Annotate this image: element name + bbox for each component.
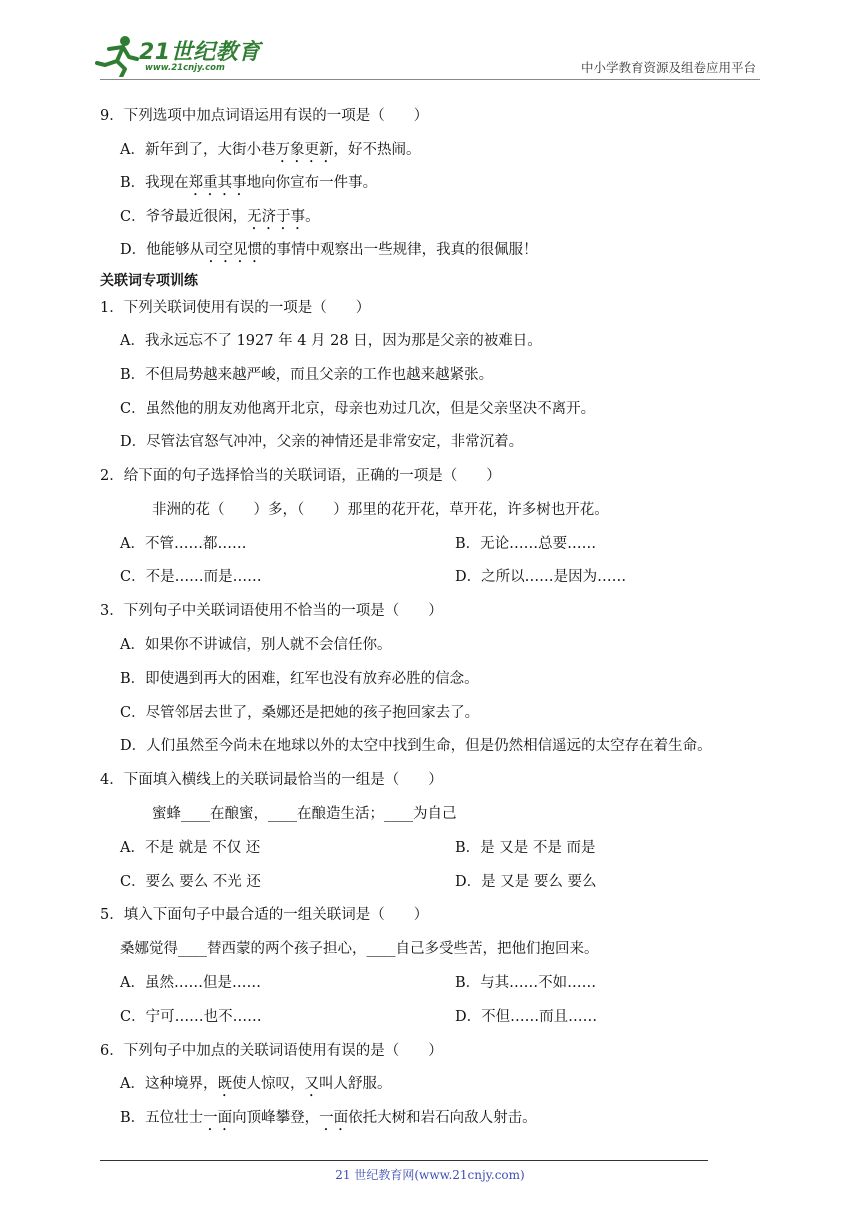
q4-option-d: D．是 又是 要么 要么 bbox=[455, 874, 597, 890]
q5-option-c: C．宁可……也不…… bbox=[120, 1009, 262, 1025]
q3-option-d: D．人们虽然至今尚未在地球以外的太空中找到生命，但是仍然相信遥远的太空存在着生命。 bbox=[120, 738, 712, 754]
q1-option-a: A．我永远忘不了 1927 年 4 月 28 日，因为那是父亲的被难日。 bbox=[120, 333, 542, 349]
q6-option-a: A．这种境界，既使人惊叹，又叫人舒服。 bbox=[120, 1076, 392, 1092]
q9-stem: 9．下列选项中加点词语运用有误的一项是（ ） bbox=[100, 108, 429, 124]
q5-option-a: A．虽然……但是…… bbox=[120, 975, 261, 991]
q6-emphasis-a2: 又 bbox=[304, 1076, 319, 1092]
q6-stem: 6．下列句子中加点的关联词语使用有误的是（ ） bbox=[100, 1043, 443, 1059]
q3-option-b: B．即使遇到再大的困难，红军也没有放弃必胜的信念。 bbox=[120, 671, 479, 687]
q5-sentence: 桑娜觉得____替西蒙的两个孩子担心，____自己多受些苦，把他们抱回来。 bbox=[120, 941, 599, 957]
q9-option-a: A．新年到了，大街小巷万象更新，好不热闹。 bbox=[120, 142, 421, 158]
q9-emphasis-a: 万象更新 bbox=[275, 142, 334, 158]
q9-option-b: B．我现在郑重其事地向你宣布一件事。 bbox=[120, 175, 378, 191]
q2-stem: 2．给下面的句子选择恰当的关联词语，正确的一项是（ ） bbox=[100, 468, 501, 484]
q4-option-a: A．不是 就是 不仅 还 bbox=[120, 840, 261, 856]
q1-option-b: B．不但局势越来越严峻，而且父亲的工作也越来越紧张。 bbox=[120, 367, 494, 383]
q5-option-d: D．不但……而且…… bbox=[455, 1009, 598, 1025]
q3-option-a: A．如果你不讲诚信，别人就不会信任你。 bbox=[120, 637, 392, 653]
logo-text: 21世纪教育 bbox=[139, 40, 261, 65]
q5-option-b: B．与其……不如…… bbox=[455, 975, 597, 991]
q2-sentence: 非洲的花（ ）多，（ ）那里的花开花，草开花，许多树也开花。 bbox=[152, 502, 609, 518]
q5-stem: 5．填入下面句子中最合适的一组关联词是（ ） bbox=[100, 907, 429, 923]
q1-stem: 1．下列关联词使用有误的一项是（ ） bbox=[100, 300, 371, 316]
q2-option-a: A．不管……都…… bbox=[120, 536, 247, 552]
q2-option-c: C．不是……而是…… bbox=[120, 569, 262, 585]
logo-url: www.21cnjy.com bbox=[145, 63, 225, 73]
q6-emphasis-b2: 一面 bbox=[319, 1110, 349, 1126]
q4-option-b: B．是 又是 不是 而是 bbox=[455, 840, 596, 856]
q2-option-b: B．无论……总要…… bbox=[455, 536, 597, 552]
section-title: 关联词专项训练 bbox=[100, 273, 198, 289]
q3-option-c: C．尽管邻居去世了，桑娜还是把她的孩子抱回家去了。 bbox=[120, 705, 480, 721]
site-tagline: 中小学教育资源及组卷应用平台 bbox=[580, 60, 756, 75]
runner-logo-icon bbox=[95, 33, 139, 77]
q6-emphasis-b1: 一面 bbox=[203, 1110, 233, 1126]
q9-emphasis-c: 无济于事 bbox=[247, 209, 306, 225]
q9-option-c: C．爷爷最近很闲，无济于事。 bbox=[120, 209, 320, 225]
header-divider bbox=[100, 79, 760, 80]
q6-option-b: B．五位壮士一面向顶峰攀登，一面依托大树和岩石向敌人射击。 bbox=[120, 1110, 537, 1126]
q1-option-d: D．尽管法官怒气冲冲，父亲的神情还是非常安定，非常沉着。 bbox=[120, 434, 524, 450]
q4-stem: 4．下面填入横线上的关联词最恰当的一组是（ ） bbox=[100, 772, 443, 788]
q6-emphasis-a1: 既 bbox=[217, 1076, 232, 1092]
q1-option-c: C．虽然他的朋友劝他离开北京，母亲也劝过几次，但是父亲坚决不离开。 bbox=[120, 401, 596, 417]
footer-divider bbox=[100, 1160, 708, 1161]
q4-option-c: C．要么 要么 不光 还 bbox=[120, 874, 261, 890]
site-logo[interactable] bbox=[95, 33, 265, 78]
q3-stem: 3．下列句子中关联词语使用不恰当的一项是（ ） bbox=[100, 603, 443, 619]
page-header bbox=[0, 0, 860, 85]
footer-link[interactable]: 21 世纪教育网(www.21cnjy.com) bbox=[335, 1168, 525, 1182]
q9-option-d: D．他能够从司空见惯的事情中观察出一些规律，我真的很佩服！ bbox=[120, 242, 538, 258]
q4-sentence: 蜜蜂____在酿蜜，____在酿造生活；____为自己 bbox=[152, 806, 457, 822]
q2-option-d: D．之所以……是因为…… bbox=[455, 569, 627, 585]
q9-emphasis-d: 司空见惯 bbox=[204, 242, 263, 258]
q9-emphasis-b: 郑重其事 bbox=[188, 175, 247, 191]
